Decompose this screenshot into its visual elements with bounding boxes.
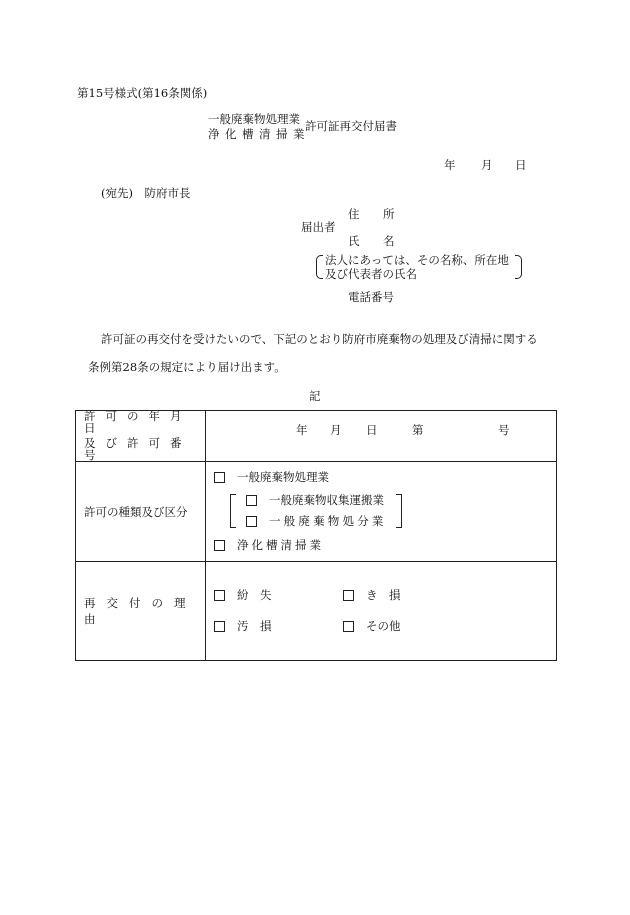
checkbox-disposal[interactable] [246,516,257,527]
request-table [75,410,557,661]
right-bracket [396,494,402,528]
title-business-1: 一般廃棄物処理業 [208,112,300,126]
permit-type-label-cell [76,462,206,562]
option-collection[interactable] [246,495,384,507]
left-parenthesis [316,255,323,279]
option-septic-label: 浄化槽清掃業 [237,538,324,552]
option-disposal[interactable] [246,516,387,528]
permit-year: 年 [296,423,308,437]
left-bracket [230,494,236,528]
option-damaged[interactable] [343,590,401,602]
address-label: 住 所 [348,207,401,221]
option-other-label: その他 [366,619,401,633]
date-year: 年 [444,158,456,172]
body-text-2: 条例第28条の規定により届け出ます。 [88,360,286,374]
ki-heading: 記 [309,389,321,403]
checkbox-damaged[interactable] [343,590,354,601]
checkbox-general[interactable] [214,472,225,483]
date-day: 日 [515,158,527,172]
title-suffix: 許可証再交付届書 [305,119,397,133]
table-row-reason [76,562,557,661]
permit-date-label-1 [84,411,197,434]
date-month: 月 [481,158,493,172]
notifier-label: 届出者 [301,220,336,234]
permit-type-options-cell [206,462,557,562]
table-row-permit-type [76,462,557,562]
permit-dai: 第 [412,423,424,437]
option-disposal-label: 一般廃棄物処分業 [269,514,387,528]
option-lost[interactable] [214,590,272,602]
checkbox-other[interactable] [343,621,354,632]
permit-month: 月 [330,423,342,437]
permit-day: 日 [366,423,378,437]
body-text-1: 許可証の再交付を受けたいので、下記のとおり防府市廃棄物の処理及び清掃に関する [101,332,538,346]
option-damaged-label: き 損 [366,588,401,602]
option-septic[interactable] [214,540,324,552]
checkbox-collection[interactable] [246,495,257,506]
reason-label-cell [76,562,206,661]
permit-type-label: 許可の種類及び区分 [84,504,188,519]
permit-go: 号 [498,423,510,437]
checkbox-septic[interactable] [214,540,225,551]
label-2-text: 及び許可番号 [84,436,192,462]
right-parenthesis [515,255,522,279]
title-business-2: 浄化槽清掃業 [208,127,310,141]
option-lost-label: 紛 失 [237,588,272,602]
corporate-note-2: 及び代表者の氏名 [325,267,417,281]
phone-label: 電話番号 [348,290,394,304]
option-other[interactable] [343,621,401,633]
corporate-note-1: 法人にあっては、その名称、所在地 [325,253,509,267]
label-1-text: 許可の年月日 [84,409,192,435]
name-label: 氏 名 [348,234,401,248]
permit-date-value-cell [206,411,557,462]
permit-date-label-cell [76,411,206,462]
form-number: 第15号様式(第16条関係) [77,86,208,100]
checkbox-soiled[interactable] [214,621,225,632]
permit-date-label-2 [84,438,197,461]
option-general[interactable] [214,472,329,484]
addressee: (宛先) 防府市長 [101,186,191,200]
reason-label: 再交付の理由 [84,596,197,626]
table-row-permit-date [76,411,557,462]
reason-options-cell [206,562,557,661]
option-collection-label: 一般廃棄物収集運搬業 [269,493,384,507]
option-soiled-label: 汚 損 [237,619,272,633]
option-soiled[interactable] [214,621,272,633]
checkbox-lost[interactable] [214,590,225,601]
option-general-label: 一般廃棄物処理業 [237,470,329,484]
